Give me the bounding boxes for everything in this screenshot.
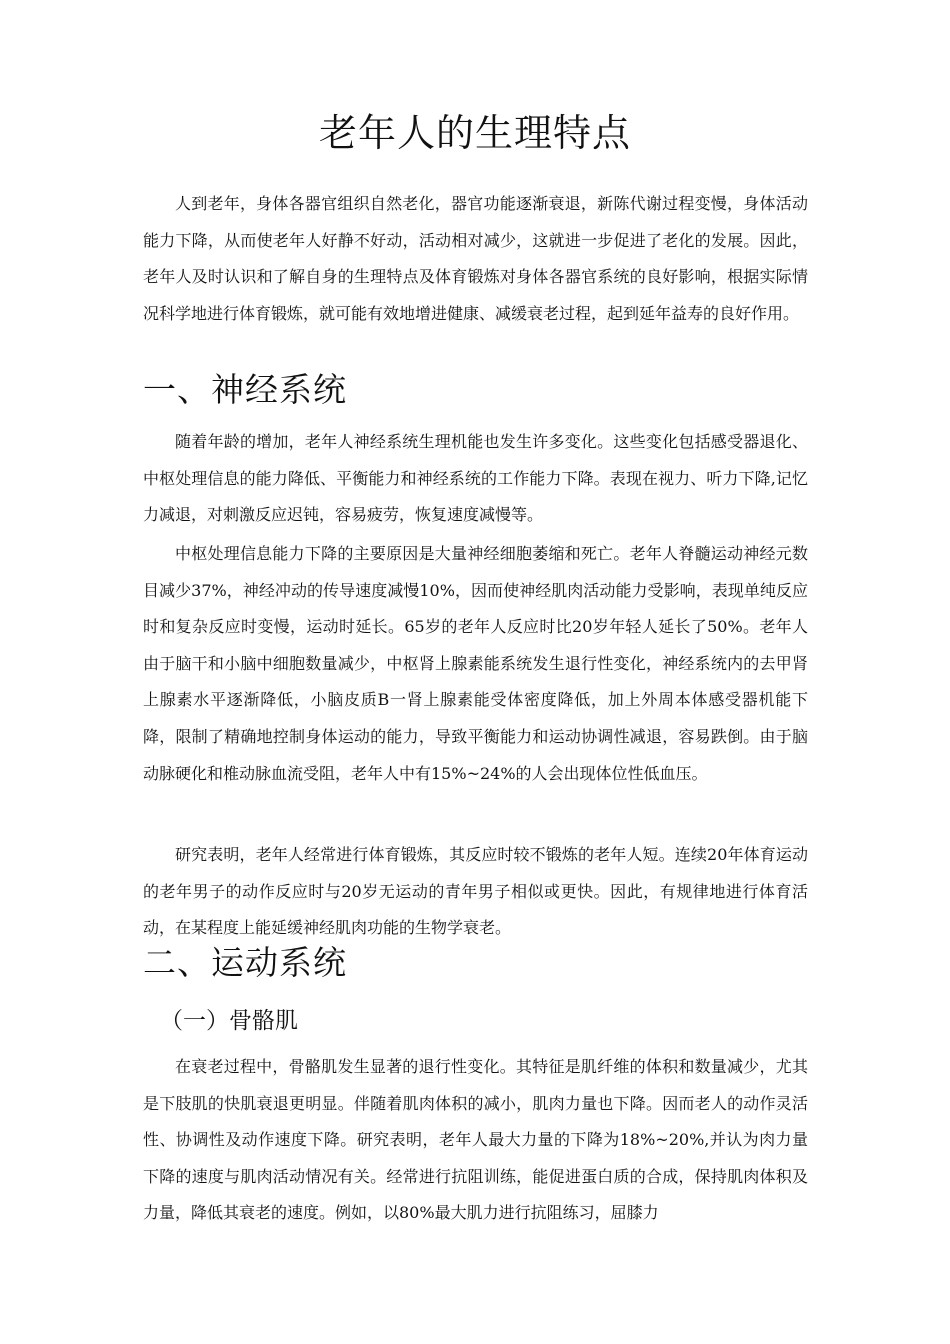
nervous-paragraph-2: 中枢处理信息能力下降的主要原因是大量神经细胞萎缩和死亡。老年人脊髓运动神经元数目减少37%，神经冲动的传导速度减慢10%，因而使神经肌肉活动能力受影响，表现单纯反应时和复杂反应时变慢，运动时延长。65岁的老年人反应时比20岁年轻人延长了50%。老年人由于脑干和小脑中细胞数量减少，中枢肾上腺素能系统发生退行性变化，神经系统内的去甲肾上腺素水平逐渐降低，小脑皮质Β一肾上腺素能受体密度降低，加上外周本体感受器机能下降，限制了精确地控制身体运动的能力，导致平衡能力和运动协调性减退，容易跌倒。由于脑动脉硬化和椎动脉血流受阻，老年人中有15%~24%的人会出现体位性低血压。 <box>143 544 808 783</box>
nervous-paragraph-3: 研究表明，老年人经常进行体育锻炼，其反应时较不锻炼的老年人短。连续20年体育运动的老年男子的动作反应时与20岁无运动的青年男子相似或更快。因此，有规律地进行体育活动，在某程度上能延缓神经肌肉功能的生物学衰老。 <box>143 845 808 938</box>
subsection-heading-skeletal-muscle: （一）骨骼肌 <box>160 1008 298 1034</box>
section-heading-nervous-system: 一、神经系统 <box>143 370 347 409</box>
section-heading-motor-system: 二、运动系统 <box>143 943 347 982</box>
nervous-paragraph-1: 随着年龄的增加，老年人神经系统生理机能也发生许多变化。这些变化包括感受器退化、中枢处理信息的能力降低、平衡能力和神经系统的工作能力下降。表现在视力、听力下降,记忆力减退，对刺激反应迟钝，容易疲劳，恢复速度减慢等。 <box>143 432 808 525</box>
intro-paragraph: 人到老年，身体各器官组织自然老化，器官功能逐渐衰退，新陈代谢过程变慢，身体活动能力下降，从而使老年人好静不好动，活动相对减少，这就进一步促进了老化的发展。因此，老年人及时认识和了解自身的生理特点及体育锻炼对身体各器官系统的良好影响，根据实际情况科学地进行体育锻炼，就可能有效地增进健康、减缓衰老过程，起到延年益寿的良好作用。 <box>143 194 808 323</box>
skeletal-muscle-paragraph: 在衰老过程中，骨骼肌发生显著的退行性变化。其特征是肌纤维的体积和数量减少，尤其是下肢肌的快肌衰退更明显。伴随着肌肉体积的减小，肌肉力量也下降。因而老人的动作灵活性、协调性及动作速度下降。研究表明，老年人最大力量的下降为18%~20%,并认为肉力量下降的速度与肌肉活动情况有关。经常进行抗阻训练，能促进蛋白质的合成，保持肌肉体积及力量，降低其衰老的速度。例如，以80%最大肌力进行抗阻练习，屈膝力 <box>143 1057 808 1223</box>
page-title: 老年人的生理特点 <box>318 111 631 155</box>
